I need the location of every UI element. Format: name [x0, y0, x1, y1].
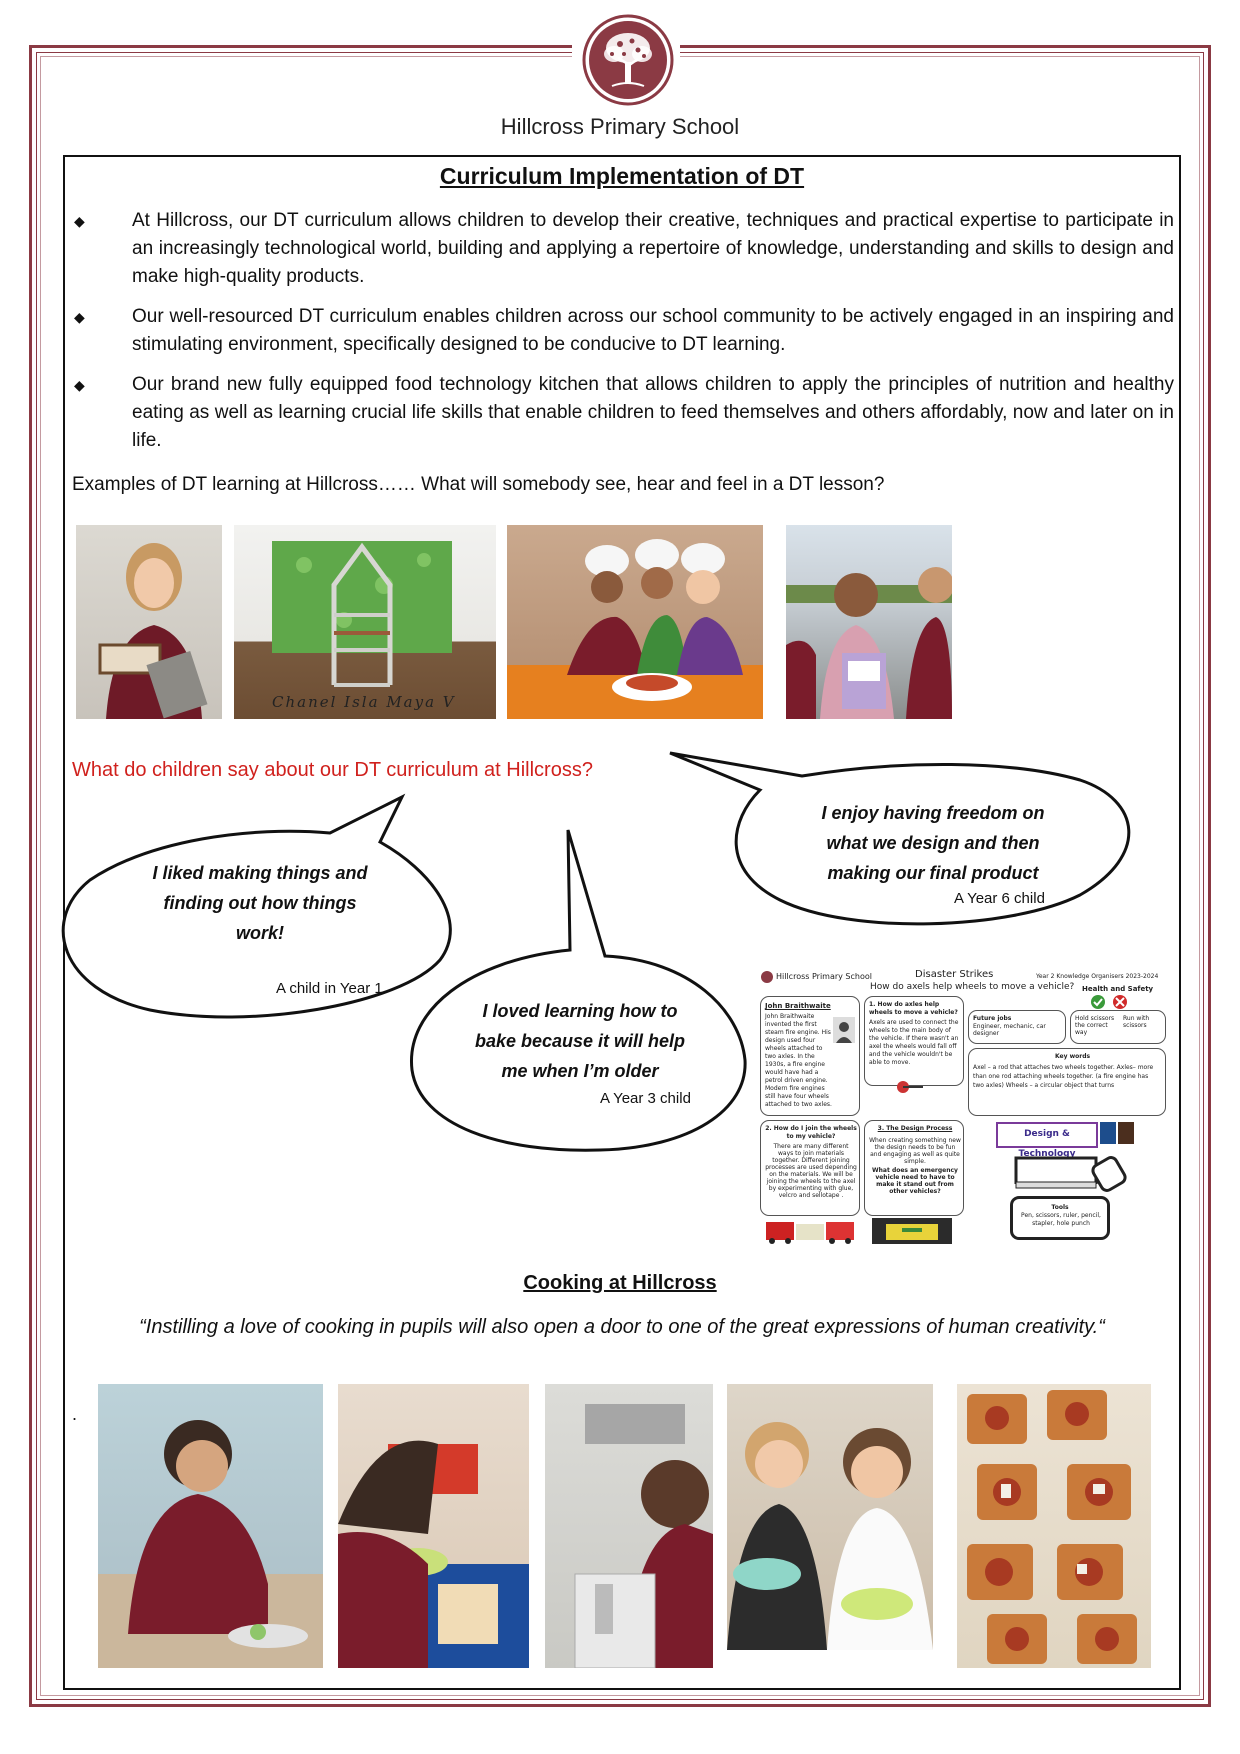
ko-subtitle: How do axels help wheels to move a vehicle?: [870, 982, 1075, 992]
hacksaw-icon: [1010, 1150, 1130, 1194]
ko-jobs-title: Future jobs: [973, 1015, 1012, 1022]
ko-health-safety: Health and Safety: [1082, 985, 1154, 993]
ambulance-icon: [872, 1218, 952, 1244]
emergency-vehicles-icon: [766, 1218, 856, 1244]
axle-icon: [895, 1080, 925, 1094]
photo-girls-tasting: [727, 1384, 933, 1650]
intro-bullet: ◆ At Hillcross, our DT curriculum allows children to develop their creative, techniques and practical expertise to participate in an increasingly technological world, building and applying a repertoire of knowledge, understanding and skills to design and make high-quality products.: [72, 207, 1174, 291]
intro-bullet: ◆ Our brand new fully equipped food technology kitchen that allows children to apply the principles of nutrition and healthy eating as well as learning crucial life skills that enable children to feed themselves and others affordably, now and later on in life.: [72, 371, 1174, 455]
ko-keywords-title: Key words: [1055, 1053, 1091, 1060]
speech-bubble-year3: [411, 830, 745, 1150]
photo-boy-cutting: [98, 1384, 323, 1668]
school-name: Hillcross Primary School: [500, 114, 740, 139]
ko-tools-title: Tools: [1051, 1204, 1069, 1211]
stray-mark: .: [72, 1404, 78, 1424]
attribution-year1: A child in Year 1: [276, 980, 383, 997]
diamond-bullet-icon: ◆: [74, 309, 85, 325]
quote-year1: I liked making things and finding out how things work!: [152, 863, 368, 943]
ko-question3-panel: [864, 1120, 964, 1216]
photo-girl-pizza: [338, 1384, 529, 1668]
ko-school: Hillcross Primary School: [776, 972, 872, 981]
photo-boy-grating: [545, 1384, 713, 1668]
ko-question2-panel: [760, 1120, 860, 1216]
ko-year: Year 2 Knowledge Organisers 2023-2024: [1036, 973, 1159, 980]
children-voice-question: What do children say about our DT curriculum at Hillcross?: [72, 759, 593, 781]
ko-keywords: Axel – a rod that attaches two wheels together. Axles– more than one rod attaching wheels together. (a fire engine has two axles) Wheels – a circular object that turns: [973, 1064, 1154, 1089]
attribution-year6: A Year 6 child: [954, 890, 1045, 907]
ko-person-title: John Braithwaite: [765, 1002, 831, 1010]
photo-grating-illustration: [545, 1384, 713, 1668]
photo-pizza-illustration: [338, 1384, 529, 1668]
ko-dt-badge: Design & Technology: [996, 1122, 1098, 1148]
knowledge-organiser: [760, 970, 1170, 1245]
cooking-quote: “Instilling a love of cooking in pupils will also open a door to one of the great expressions of human creativity.“: [139, 1316, 1105, 1338]
attribution-year3: A Year 3 child: [600, 1090, 691, 1107]
photo-caption: Chanel Isla Maya V: [272, 693, 456, 711]
ko-jobs-panel: [968, 1010, 1066, 1044]
photo-pizzas-illustration: [957, 1384, 1151, 1668]
ko-person-text: John Braithwaite invented the first steam fire engine. His design used four wheels attached to two axles. In the 1930s, a fire engine would have had a petrol driven engine. Modern fire engines still have four wheels attached to two axles.: [765, 1013, 832, 1108]
ko-q2-text: There are many different ways to join materials together. Different joining processes are used depending on the materials. We will be joining the wheels to the axel by experimenting with glue, velcro and sellotape .: [765, 1143, 857, 1199]
photo-cutting-illustration: [98, 1384, 323, 1668]
diamond-bullet-icon: ◆: [74, 213, 85, 229]
ko-tools: Pen, scissors, ruler, pencil, stapler, hole punch: [1021, 1212, 1101, 1227]
portrait-icon: [833, 1017, 855, 1043]
ko-safety-panel: [1070, 1010, 1166, 1044]
school-crest-icon: [760, 970, 774, 984]
ko-question1-panel: [864, 996, 964, 1086]
quote-year6: I enjoy having freedom on what we design and then making our final product: [821, 803, 1045, 883]
ko-safety-item: Run with scissors: [1123, 1015, 1150, 1029]
ko-q2: 2. How do I join the wheels to my vehicle?: [765, 1125, 857, 1140]
ko-q3-question: What does an emergency vehicle need to have to make it stand out from other vehicles?: [872, 1167, 958, 1195]
ko-q3: 3. The Design Process: [877, 1125, 953, 1132]
sdg-goal-icons: [1100, 1122, 1134, 1144]
ko-safety-item: Hold scissors the correct way: [1075, 1015, 1115, 1036]
photo-tasting-illustration: [727, 1384, 933, 1650]
ko-q1: 1. How do axles help wheels to move a vehicle?: [869, 1001, 958, 1016]
diamond-bullet-icon: ◆: [74, 377, 85, 393]
ko-q3-text: When creating something new the design needs to be fun and engaging as well as quite simple.: [869, 1137, 961, 1165]
examples-line: Examples of DT learning at Hillcross…… What will somebody see, hear and feel in a DT lesson?: [72, 474, 885, 495]
photo-pizza-tray: [957, 1384, 1151, 1668]
ko-q1-text: Axels are used to connect the wheels to the main body of the vehicle. If there wasn't an axel the wheels would fall off and the vehicle wouldn't be able to move.: [869, 1019, 959, 1066]
ko-tools-panel: [1010, 1196, 1110, 1240]
intro-bullet: ◆ Our well-resourced DT curriculum enables children across our school community to be actively engaged in an inspiring and stimulating environment, specifically designed to be conducive to DT learning.: [72, 303, 1174, 359]
cooking-title: Cooking at Hillcross: [523, 1272, 717, 1294]
ko-keywords-panel: [968, 1048, 1166, 1116]
ko-jobs: Engineer, mechanic, car designer: [973, 1023, 1046, 1037]
safety-tick-cross-icon: [1090, 994, 1130, 1010]
ko-person-panel: [760, 996, 860, 1116]
ko-title: Disaster Strikes: [915, 969, 994, 980]
quote-year3: I loved learning how to bake because it will help me when I’m older: [474, 1001, 686, 1081]
page-title: Curriculum Implementation of DT: [439, 163, 805, 189]
